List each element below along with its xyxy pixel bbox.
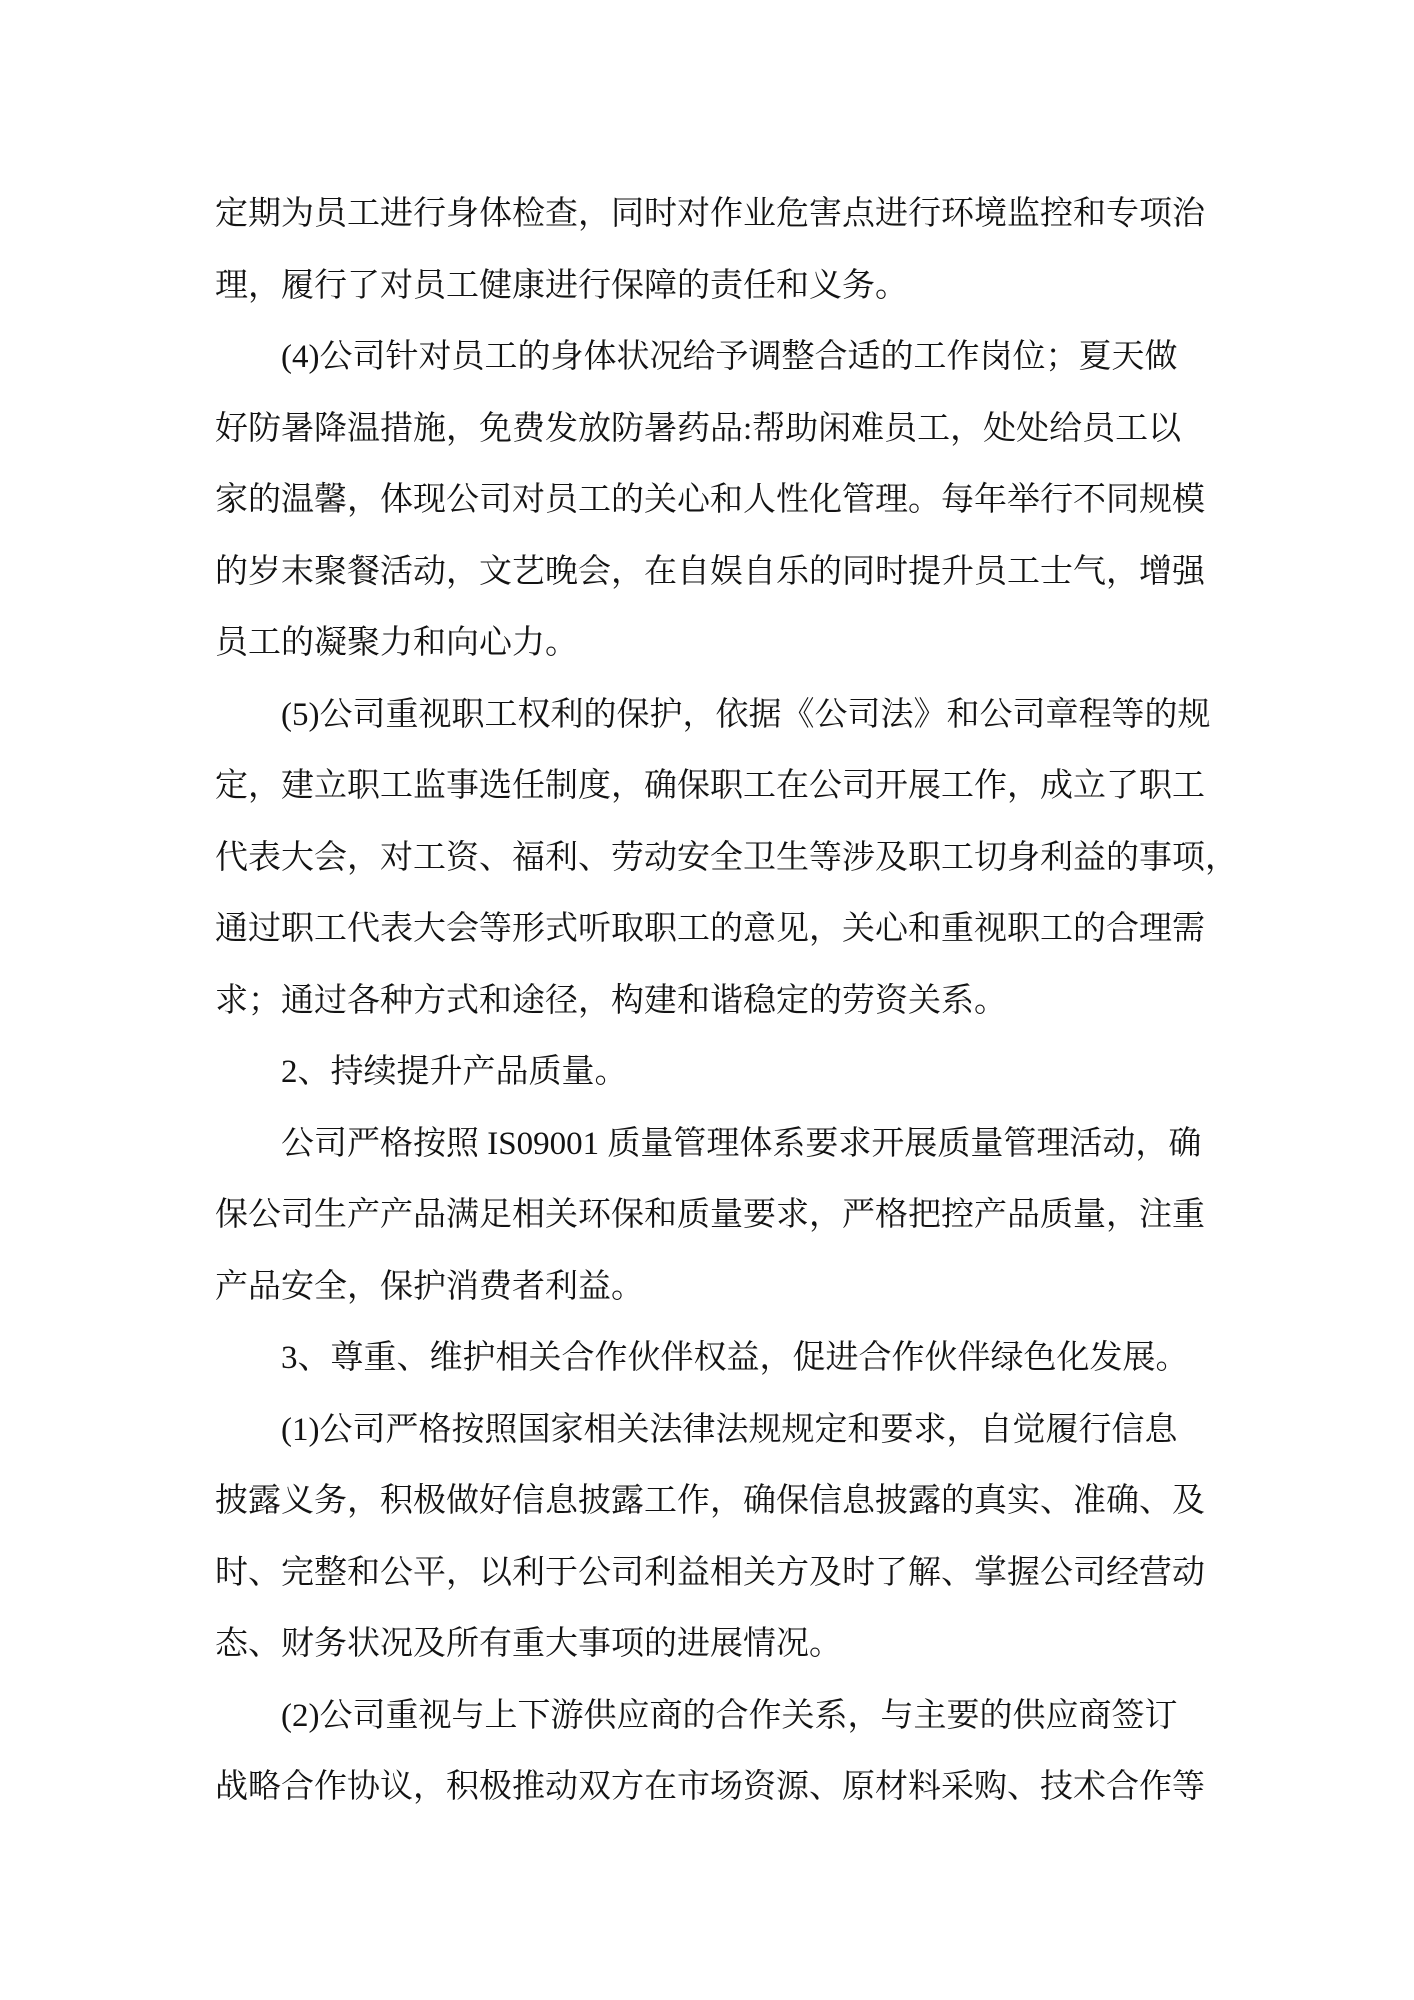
text-line: 通过职工代表大会等形式听取职工的意见，关心和重视职工的合理需 [215, 911, 1205, 947]
text-line-paragraph-start: 2、持续提升产品质量。 [281, 1054, 628, 1090]
text-line-paragraph-start: 公司严格按照 IS09001 质量管理体系要求开展质量管理活动，确 [281, 1125, 1202, 1162]
text-line: 理，履行了对员工健康进行保障的责任和义务。 [215, 267, 908, 304]
text-line: 家的温馨，体现公司对员工的关心和人性化管理。每年举行不同规模 [215, 482, 1205, 518]
text-line-paragraph-start: (2)公司重视与上下游供应商的合作关系，与主要的供应商签订 [281, 1697, 1178, 1734]
text-line: 代表大会，对工资、福利、劳动安全卫生等涉及职工切身利益的事项， [215, 839, 1238, 876]
text-line: 好防暑降温措施，免费发放防暑药品:帮助闲难员工，处处给员工以 [215, 410, 1182, 447]
text-line-paragraph-start: 3、尊重、维护相关合作伙伴权益，促进合作伙伴绿色化发展。 [281, 1340, 1189, 1376]
text-line-paragraph-start: (4)公司针对员工的身体状况给予调整合适的工作岗位；夏天做 [281, 339, 1178, 375]
text-line: 披露义务，积极做好信息披露工作，确保信息披露的真实、准确、及 [215, 1483, 1205, 1519]
text-line-paragraph-start: (5)公司重视职工权利的保护，依据《公司法》和公司章程等的规 [281, 696, 1211, 733]
text-line: 定，建立职工监事选任制度，确保职工在公司开展工作，成立了职工 [215, 768, 1205, 804]
text-line: 产品安全，保护消费者利益。 [215, 1268, 644, 1305]
text-line-paragraph-start: (1)公司严格按照国家相关法律法规规定和要求，自觉履行信息 [281, 1411, 1178, 1448]
text-line: 战略合作协议，积极推动双方在市场资源、原材料采购、技术合作等 [215, 1769, 1205, 1805]
text-line: 求；通过各种方式和途径，构建和谐稳定的劳资关系。 [215, 982, 1007, 1019]
document-text-block [215, 179, 1238, 1824]
text-line: 时、完整和公平，以利于公司利益相关方及时了解、掌握公司经营动 [215, 1554, 1205, 1591]
text-line: 态、财务状况及所有重大事项的进展情况。 [215, 1626, 842, 1662]
text-line: 的岁末聚餐活动，文艺晚会，在自娱自乐的同时提升员工士气，增强 [215, 553, 1205, 590]
text-line: 定期为员工进行身体检查，同时对作业危害点进行环境监控和专项治 [215, 196, 1205, 232]
text-line: 保公司生产产品满足相关环保和质量要求，严格把控产品质量，注重 [215, 1197, 1205, 1233]
text-line: 员工的凝聚力和向心力。 [215, 625, 578, 661]
